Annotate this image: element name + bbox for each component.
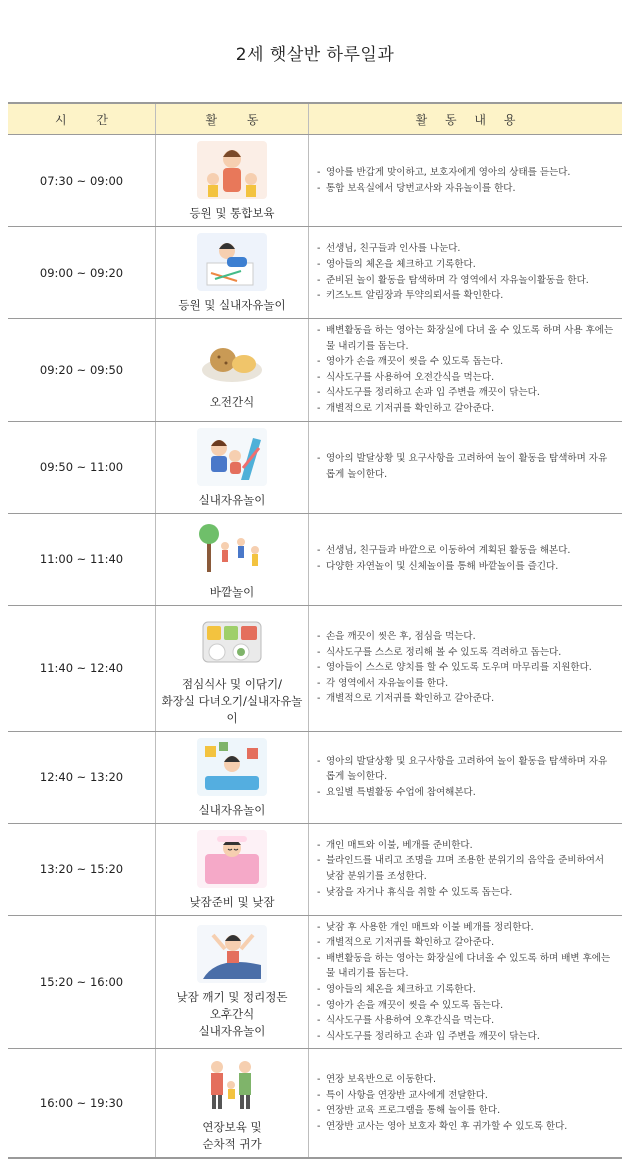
content-cell (309, 1049, 623, 1159)
list-item: - 식사도구를 사용하여 오전간식을 먹는다. (317, 370, 614, 386)
content-list (317, 543, 614, 574)
list-item: - 식사도구를 스스로 정리해 볼 수 있도록 격려하고 돕는다. (317, 645, 614, 661)
content-cell (309, 135, 623, 227)
list-item: - 준비된 놀이 활동을 탐색하며 각 영역에서 자유놀이활동을 한다. (317, 273, 614, 289)
list-item: - 선생님, 친구들과 인사를 나눈다. (317, 241, 614, 257)
list-item: - 통합 보육실에서 당번교사와 자유놀이를 한다. (317, 181, 614, 197)
snack-icon (197, 330, 267, 388)
activity-name: 실내자유놀이 (198, 802, 266, 817)
content-list (317, 838, 614, 900)
sleeping-child-icon (197, 830, 267, 888)
list-item: - 연장반 교사는 영아 보호자 확인 후 귀가할 수 있도록 한다. (317, 1119, 614, 1135)
time-cell: 16:00 ~ 19:30 (8, 1049, 156, 1159)
content-cell (309, 513, 623, 605)
content-list (317, 451, 614, 482)
list-item: - 배변활동을 하는 영아는 화장실에 다녀올 수 있도록 하며 배변 후에는 물 내리기를 돕는다. (317, 951, 614, 982)
child-drawing-icon (197, 233, 267, 291)
list-item: - 배변활동을 하는 영아는 화장실에 다녀 올 수 있도록 하며 사용 후에는 물 내리기를 돕는다. (317, 323, 614, 354)
indoor-play-icon (197, 428, 267, 486)
time-cell: 12:40 ~ 13:20 (8, 731, 156, 823)
list-item: - 다양한 자연놀이 및 신체놀이를 통해 바깥놀이를 즐긴다. (317, 559, 614, 575)
time-cell: 11:00 ~ 11:40 (8, 513, 156, 605)
time-cell: 11:40 ~ 12:40 (8, 605, 156, 731)
list-item: - 연장 보육반으로 이동한다. (317, 1072, 614, 1088)
table-row (8, 135, 622, 227)
list-item: - 영아들이 스스로 양치를 할 수 있도록 도우며 마무리를 지원한다. (317, 660, 614, 676)
daily-schedule-table (8, 102, 622, 1159)
content-cell (309, 731, 623, 823)
table-row (8, 731, 622, 823)
table-row (8, 823, 622, 915)
list-item: - 영아가 손을 깨끗이 씻을 수 있도록 돕는다. (317, 998, 614, 1014)
table-row (8, 227, 622, 319)
activity-name: 연장보육 및 순차적 귀가 (202, 1120, 262, 1152)
time-cell: 07:30 ~ 09:00 (8, 135, 156, 227)
activity-name: 낮잠 깨기 및 정리정돈 오후간식 실내자유놀이 (176, 990, 288, 1039)
table-row (8, 421, 622, 513)
time-cell: 09:00 ~ 09:20 (8, 227, 156, 319)
table-header-row (8, 103, 622, 135)
list-item: - 영아를 반갑게 맞이하고, 보호자에게 영아의 상태를 듣는다. (317, 165, 614, 181)
content-list (317, 920, 614, 1045)
activity-cell (156, 823, 309, 915)
list-item: - 식사도구를 사용하여 오후간식을 먹는다. (317, 1013, 614, 1029)
alphabet-blocks-icon (197, 738, 267, 796)
teacher-children-icon (197, 141, 267, 199)
content-list (317, 241, 614, 303)
header-time: 시 간 (8, 103, 156, 135)
list-item: - 요일별 특별활동 수업에 참여해본다. (317, 785, 614, 801)
content-list (317, 1072, 614, 1134)
list-item: - 선생님, 친구들과 바깥으로 이동하여 계획된 활동을 해본다. (317, 543, 614, 559)
table-row (8, 513, 622, 605)
list-item: - 블라인드를 내리고 조명을 끄며 조용한 분위기의 음악을 준비하여서 낮잠 분위기를 조성한다. (317, 853, 614, 884)
list-item: - 연장반 교육 프로그램을 통해 놀이를 한다. (317, 1103, 614, 1119)
content-cell (309, 319, 623, 422)
list-item: - 개인 매트와 이불, 베개를 준비한다. (317, 838, 614, 854)
list-item: - 식사도구를 정리하고 손과 입 주변을 깨끗이 닦는다. (317, 1029, 614, 1045)
activity-name: 실내자유놀이 (198, 492, 266, 507)
activity-cell (156, 227, 309, 319)
time-cell: 09:20 ~ 09:50 (8, 319, 156, 422)
waking-child-icon (197, 925, 267, 983)
lunch-tray-icon (197, 612, 267, 670)
table-row (8, 605, 622, 731)
table-row (8, 319, 622, 422)
page-title: 2세 햇살반 하루일과 (235, 45, 395, 65)
activity-name: 바깥놀이 (209, 584, 255, 599)
activity-cell (156, 605, 309, 731)
activity-name: 점심식사 및 이닦기/ 화장실 다녀오기/실내자유놀이 (161, 676, 303, 725)
activity-cell (156, 915, 309, 1049)
content-cell (309, 605, 623, 731)
header-activity: 활 동 (156, 103, 309, 135)
list-item: - 영아들의 체온을 체크하고 기록한다. (317, 982, 614, 998)
content-list (317, 323, 614, 417)
family-icon (197, 1055, 267, 1113)
activity-name: 오전간식 (209, 395, 255, 410)
content-cell (309, 421, 623, 513)
list-item: - 낮잠 후 사용한 개인 매트와 이불 베개를 정리한다. (317, 920, 614, 936)
activity-cell (156, 513, 309, 605)
list-item: - 개별적으로 기저귀를 확인하고 갈아준다. (317, 401, 614, 417)
list-item: - 영아의 발달상황 및 요구사항을 고려하여 놀이 활동을 탐색하며 자유롭게 놀이한다. (317, 451, 614, 482)
content-cell (309, 823, 623, 915)
time-cell: 13:20 ~ 15:20 (8, 823, 156, 915)
list-item: - 개별적으로 기저귀를 확인하고 갈아준다. (317, 691, 614, 707)
activity-cell (156, 731, 309, 823)
list-item: - 식사도구를 정리하고 손과 입 주변을 깨끗이 닦는다. (317, 385, 614, 401)
activity-cell (156, 135, 309, 227)
list-item: - 키즈노트 알림장과 투약의뢰서를 확인한다. (317, 288, 614, 304)
content-cell (309, 227, 623, 319)
activity-cell (156, 319, 309, 422)
list-item: - 개별적으로 기저귀를 확인하고 갈아준다. (317, 935, 614, 951)
list-item: - 영아가 손을 깨끗이 씻을 수 있도록 돕는다. (317, 354, 614, 370)
list-item: - 영아의 발달상황 및 요구사항을 고려하여 놀이 활동을 탐색하며 자유롭게 놀이한다. (317, 754, 614, 785)
header-content: 활 동 내 용 (309, 103, 623, 135)
list-item: - 손을 깨끗이 씻은 후, 점심을 먹는다. (317, 629, 614, 645)
content-list (317, 165, 614, 196)
list-item: - 낮잠을 자거나 휴식을 취할 수 있도록 돕는다. (317, 885, 614, 901)
activity-cell (156, 421, 309, 513)
activity-cell (156, 1049, 309, 1159)
content-list (317, 754, 614, 801)
time-cell: 09:50 ~ 11:00 (8, 421, 156, 513)
activity-name: 낮잠준비 및 낮잠 (189, 894, 275, 909)
content-list (317, 629, 614, 707)
time-cell: 15:20 ~ 16:00 (8, 915, 156, 1049)
content-cell (309, 915, 623, 1049)
activity-name: 등원 및 통합보육 (189, 206, 275, 220)
activity-name: 등원 및 실내자유놀이 (178, 298, 286, 312)
table-row (8, 1049, 622, 1159)
table-row (8, 915, 622, 1049)
list-item: - 특이 사항을 연장반 교사에게 전달한다. (317, 1088, 614, 1104)
list-item: - 영아들의 체온을 체크하고 기록한다. (317, 257, 614, 273)
outdoor-play-icon (197, 520, 267, 578)
list-item: - 각 영역에서 자유놀이를 한다. (317, 676, 614, 692)
